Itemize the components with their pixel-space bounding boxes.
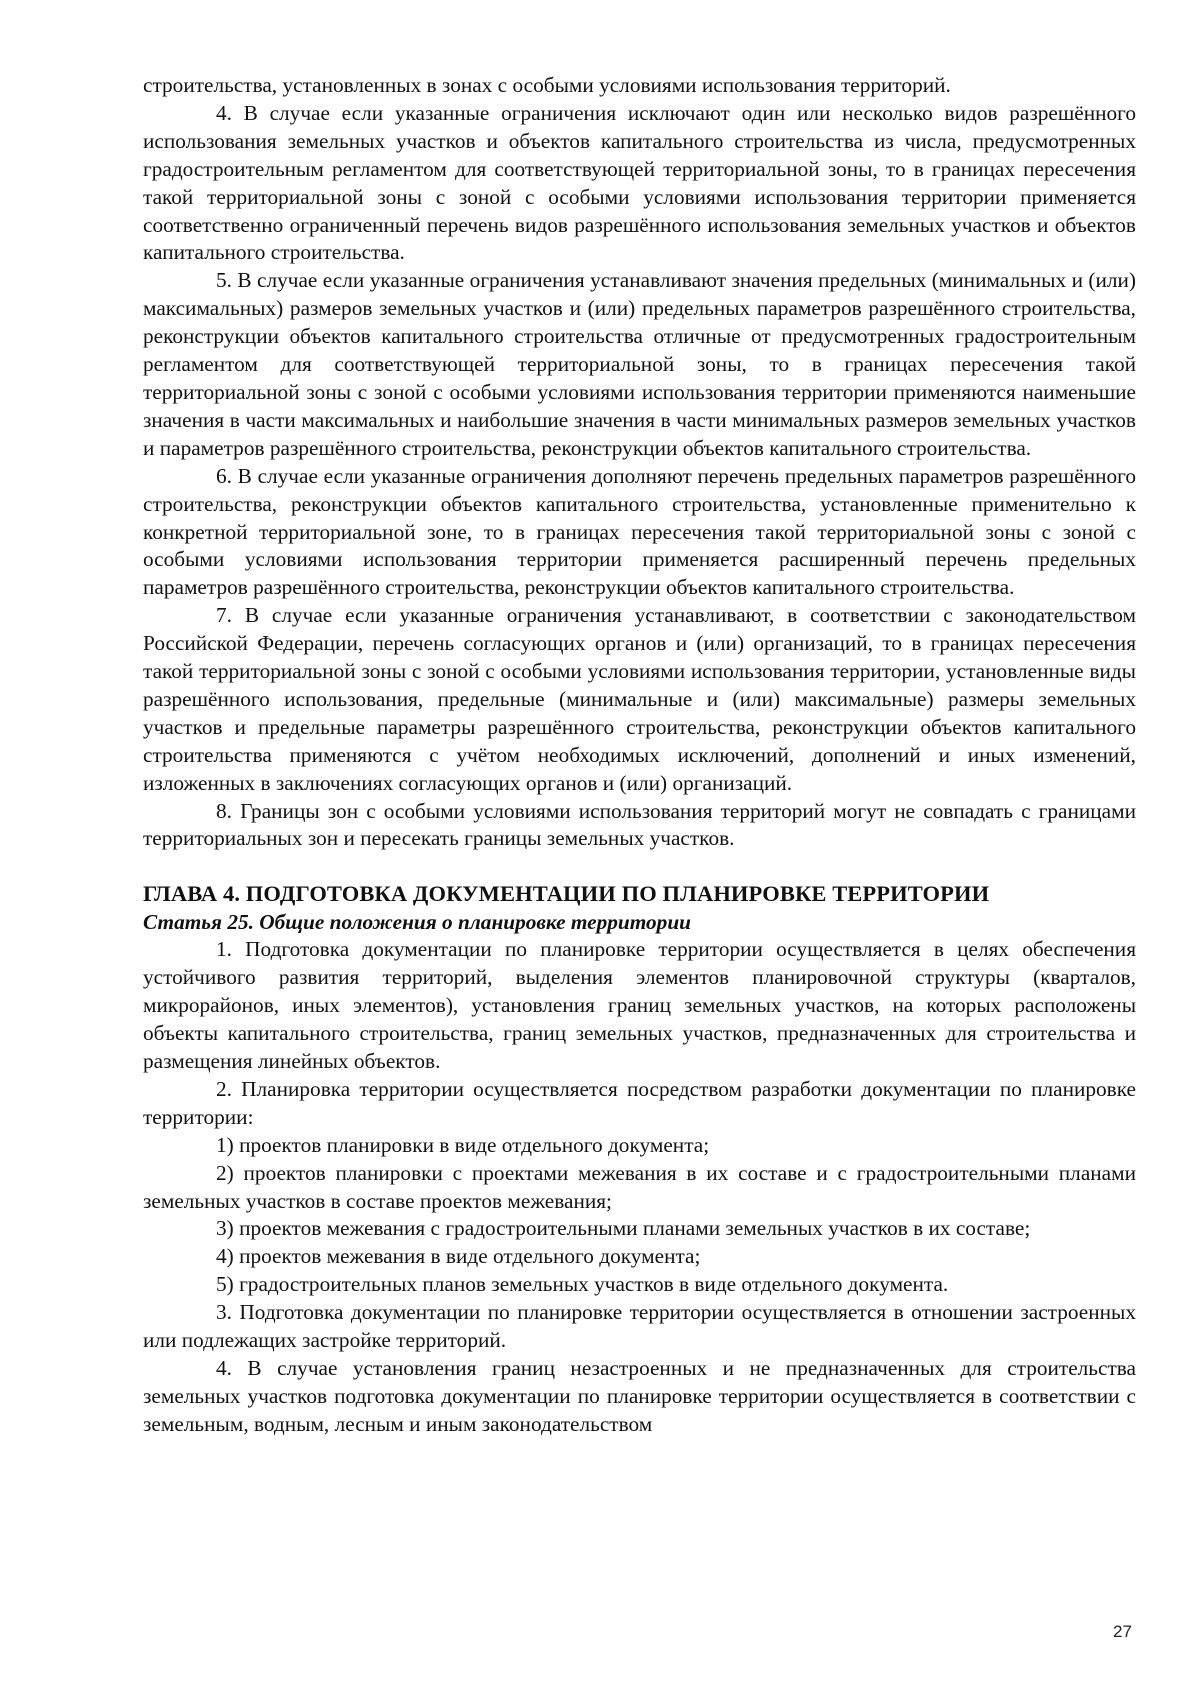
list-item: 5) градостроительных планов земельных участков в виде отдельного документа. [216, 1272, 949, 1297]
paragraph: 4. В случае если указанные ограничения исключают один или несколько видов разрешённого использования земельных участков и объектов капитального строительства из числа, предусмотренных градостроительным регламентом для соответствующей территориальной зоны, то в границах пересечения такой территориальной зоны с зоной с особыми условиями использования территории применяется соответственно ограниченный перечень видов разрешённого использования земельных участков и объектов капитального строительства. [143, 100, 1136, 265]
paragraph: 8. Границы зон с особыми условиями использования территорий могут не совпадать с границами территориальных зон и пересекать границы земельных участков. [143, 798, 1136, 851]
paragraph: строительства, установленных в зонах с особыми условиями использования территорий. [143, 73, 951, 97]
list-item: 2) проектов планировки с проектами межевания в их составе и с градостроительными планами земельных участков в составе проектов межевания; [143, 1160, 1136, 1213]
document-page [143, 72, 1136, 1439]
page-number: 27 [1113, 1622, 1132, 1641]
paragraph: 7. В случае если указанные ограничения устанавливают, в соответствии с законодательством Российской Федерации, перечень согласующих органов и (или) организаций, то в границах пересечения такой территориальной зоны с зоной с особыми условиями использования территории, установленные виды разрешённого использования, предельные (минимальные и (или) максимальные) размеры земельных участков и предельные параметры разрешённого строительства, реконструкции объектов капитального строительства применяются с учётом необходимых исключений, дополнений и иных изменений, изложенных в заключениях согласующих органов и (или) организаций. [143, 603, 1136, 795]
paragraph: 3. Подготовка документации по планировке территории осуществляется в отношении застроенных или подлежащих застройке территорий. [143, 1300, 1136, 1353]
chapter-heading: ГЛАВА 4. ПОДГОТОВКА ДОКУМЕНТАЦИИ ПО ПЛАНИРОВКЕ ТЕРРИТОРИИ [143, 881, 990, 907]
list-item: 4) проектов межевания в виде отдельного документа; [216, 1244, 701, 1269]
article-heading: Статья 25. Общие положения о планировке территории [143, 910, 692, 935]
paragraph: 6. В случае если указанные ограничения дополняют перечень предельных параметров разрешённого строительства, реконструкции объектов капитального строительства, установленные применительно к конкретной территориальной зоне, то в границах пересечения такой территориальной зоны с зоной с особыми условиями использования территории применяется расширенный перечень предельных параметров разрешённого строительства, реконструкции объектов капитального строительства. [143, 463, 1136, 600]
paragraph: 1. Подготовка документации по планировке территории осуществляется в целях обеспечения устойчивого развития территорий, выделения элементов планировочной структуры (кварталов, микрорайонов, иных элементов), установления границ земельных участков, на которых расположены объекты капитального строительства, границ земельных участков, предназначенных для строительства и размещения линейных объектов. [143, 937, 1136, 1073]
paragraph: 5. В случае если указанные ограничения устанавливают значения предельных (минимальных и (или) максимальных) размеров земельных участков и (или) предельных параметров разрешённого строительства, реконструкции объектов капитального строительства отличные от предусмотренных градостроительным регламентом для соответствующей территориальной зоны, то в границах пересечения такой территориальной зоны с зоной с особыми условиями использования территории применяются наименьшие значения в части максимальных и наибольшие значения в части минимальных размеров земельных участков и параметров разрешённого строительства, реконструкции объектов капитального строительства. [143, 268, 1136, 460]
paragraph: 2. Планировка территории осуществляется посредством разработки документации по планировке территории: [143, 1076, 1136, 1129]
list-item: 1) проектов планировки в виде отдельного документа; [216, 1132, 710, 1157]
list-item: 3) проектов межевания с градостроительными планами земельных участков в их составе; [216, 1216, 1031, 1241]
paragraph: 4. В случае установления границ незастроенных и не предназначенных для строительства земельных участков подготовка документации по планировке территории осуществляется в соответствии с земельным, водным, лесным и иным законодательством [143, 1355, 1136, 1436]
